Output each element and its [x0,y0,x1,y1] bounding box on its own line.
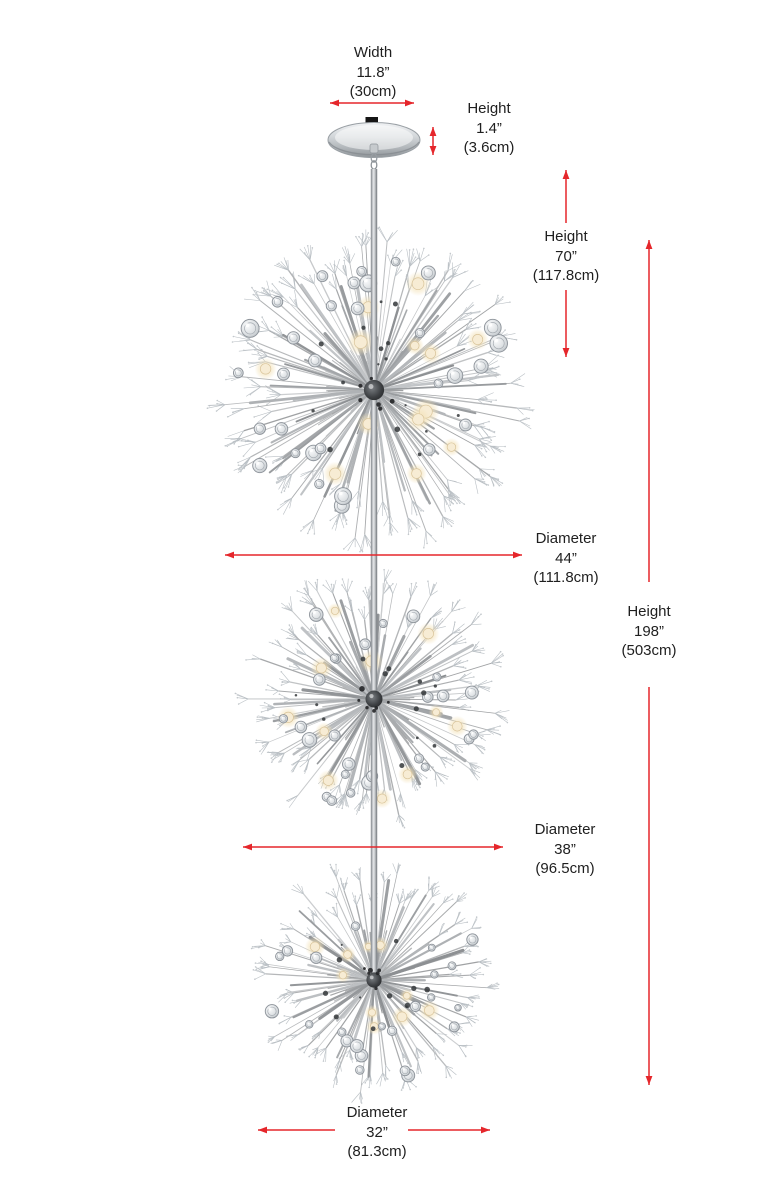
tier1-diameter-label [533,529,598,588]
dimension-name: Diameter [534,821,596,838]
dimension-inches: 1.4” [476,119,502,137]
dimension-inches: 44” [555,549,577,567]
dimension-name: Width [353,44,393,61]
drop-height-label [533,227,599,286]
dimension-metric: (117.8cm) [532,267,600,284]
dimension-name: Height [627,603,671,620]
dimension-metric: (3.6cm) [463,139,515,156]
dimension-name: Height [467,100,511,117]
dimension-name: Diameter [346,1104,408,1121]
dimension-metric: (81.3cm) [347,1143,407,1160]
canopy-width-label [350,43,397,102]
chandelier-rod [371,169,377,980]
dimension-metric: (111.8cm) [533,569,599,586]
total-height-label [621,602,676,661]
dimension-name: Height [544,228,588,245]
dimension-metric: (96.5cm) [535,860,595,877]
tier2-diameter-label [535,820,596,879]
dimension-inches: 70” [555,247,577,265]
dimension-inches: 32” [366,1123,388,1141]
dimension-metric: (30cm) [349,83,397,100]
dimension-metric: (503cm) [621,642,677,659]
canopy-height-label [464,99,515,158]
dimension-inches: 11.8” [356,63,390,81]
tier3-diameter-label [347,1103,408,1162]
dimension-inches: 38” [554,840,576,858]
canopy-illustration [328,117,420,169]
dimension-name: Diameter [535,530,597,547]
dimension-inches: 198” [633,622,665,640]
